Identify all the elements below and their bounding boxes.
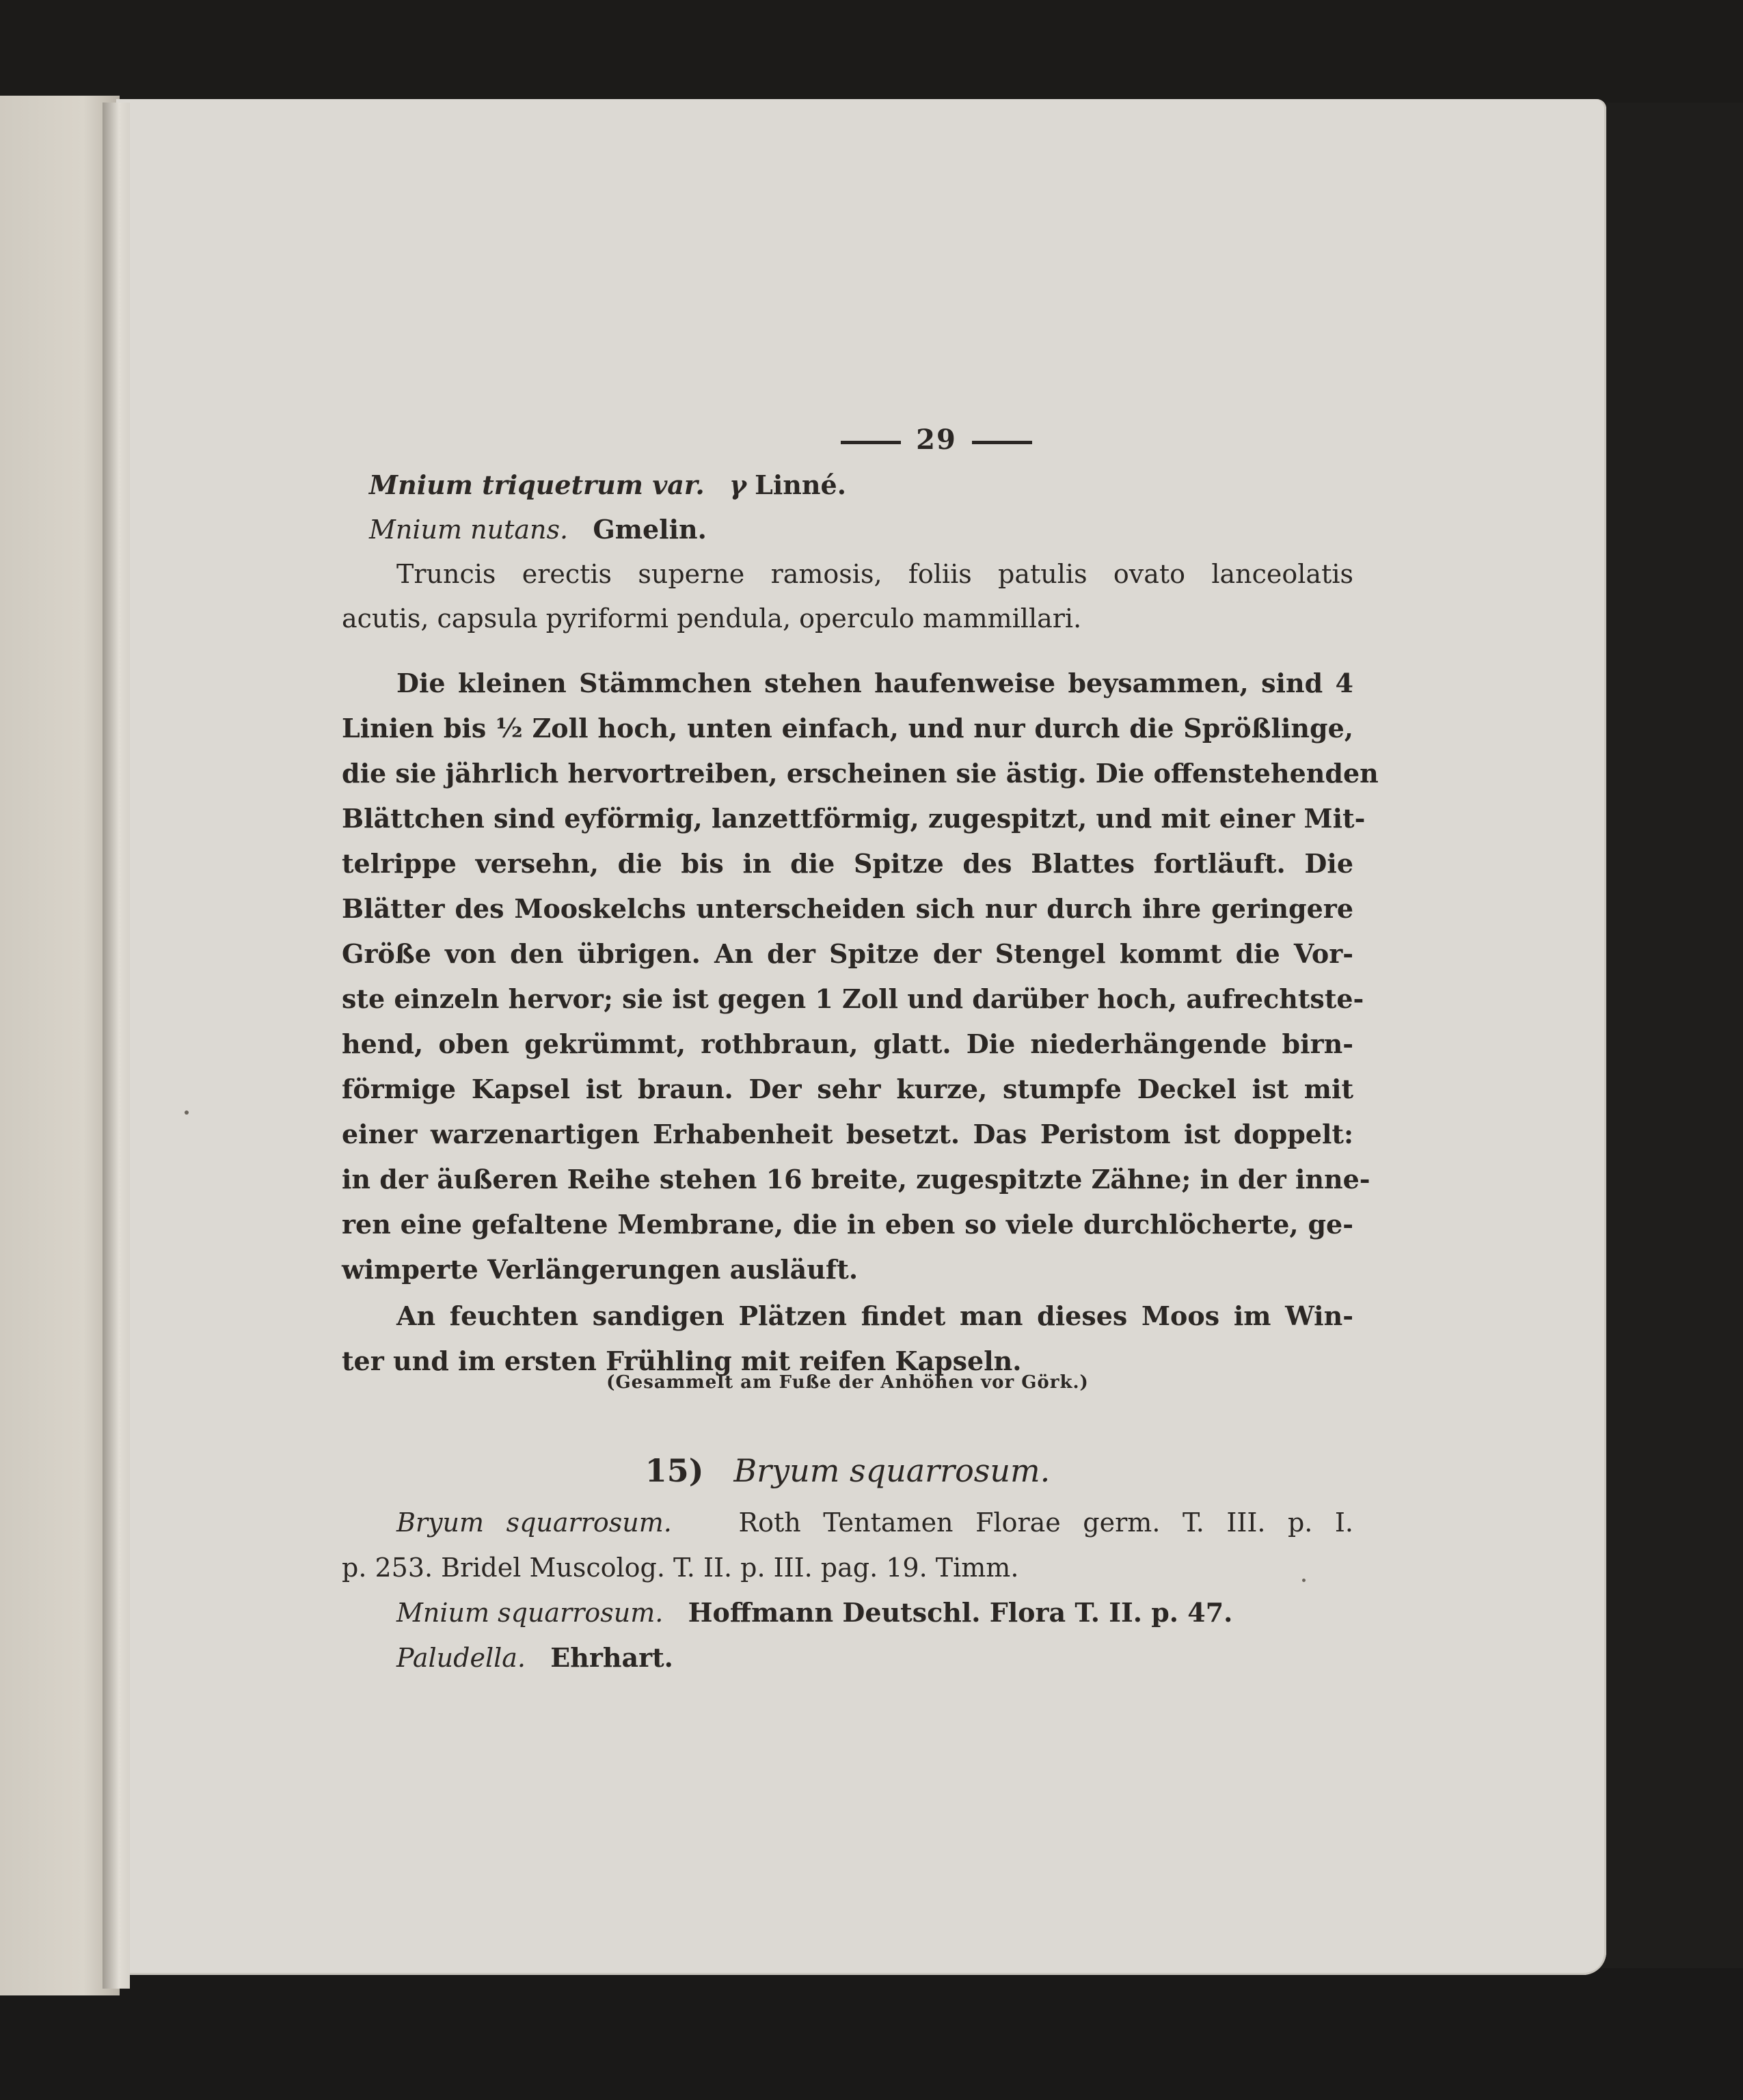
reference-latin: Mnium squarrosum. xyxy=(396,1598,664,1628)
german-description-line: Linien bis ½ Zoll hoch, unten einfach, und nur durch die Sprößlinge, xyxy=(342,713,1353,744)
reference-line xyxy=(342,1637,1353,1678)
habitat-line: An feuchten sandigen Plätzen findet man dieses Moos im Win- xyxy=(396,1300,1353,1331)
synonym-author: Linné. xyxy=(755,469,846,500)
paper-speck xyxy=(185,1110,189,1115)
german-description-line: in der äußeren Reihe stehen 16 breite, zugespitzte Zähne; in der inne- xyxy=(342,1164,1370,1195)
latin-description-line: Truncis erectis superne ramosis, foliis patulis ovato lanceolatis xyxy=(396,559,1353,589)
reference-line xyxy=(342,1547,1353,1588)
latin-description-line: acutis, capsula pyriformi pendula, operculo mammillari. xyxy=(342,603,1082,633)
synonym-line xyxy=(369,465,1381,506)
previous-page-edge xyxy=(0,96,120,1995)
section-number: 15) xyxy=(645,1452,704,1489)
reference-text: Roth Tentamen Florae germ. T. III. p. I. xyxy=(738,1508,1353,1538)
reference-text: Ehrhart. xyxy=(550,1642,673,1673)
reference-text: p. 253. Bridel Muscolog. T. II. p. III. pag. 19. Timm. xyxy=(342,1553,1019,1583)
habitat-line: ter und im ersten Frühling mit reifen Kapseln. xyxy=(342,1346,1022,1376)
german-description-line: einer warzenartigen Erhabenheit besetzt. Das Peristom ist doppelt: xyxy=(342,1119,1353,1149)
book-page xyxy=(116,99,1606,1975)
synonym-line xyxy=(369,509,1381,550)
background-bottom xyxy=(0,1968,1743,2100)
section-title: Bryum squarrosum. xyxy=(733,1452,1051,1489)
german-description-line: hend, oben gekrümmt, rothbraun, glatt. Die niederhängende birn- xyxy=(342,1028,1353,1059)
synonym-author: Gmelin. xyxy=(593,514,707,545)
german-description-line: Blättchen sind eyförmig, lanzettförmig, zugespitzt, und mit einer Mit- xyxy=(342,803,1366,834)
german-description-line: telrippe versehn, die bis in die Spitze des Blattes fortläuft. Die xyxy=(342,848,1353,879)
page-header xyxy=(807,424,1066,456)
german-description-line: Die kleinen Stämmchen stehen haufenweise beysammen, sind 4 xyxy=(396,668,1353,698)
german-description-line: die sie jährlich hervortreiben, erscheinen sie ästig. Die offenstehenden xyxy=(342,758,1379,789)
page-number: 29 xyxy=(916,424,957,456)
header-rule-left xyxy=(841,441,901,444)
synonym-latin: Mnium triquetrum var. xyxy=(369,469,705,500)
header-rule-right xyxy=(972,441,1032,444)
synonym-extra: γ xyxy=(729,469,747,500)
german-description-line: ren eine gefaltene Membrane, die in eben so viele durchlöcherte, ge- xyxy=(342,1209,1353,1240)
reference-line xyxy=(342,1592,1353,1633)
german-description-line: wimperte Verlängerungen ausläuft. xyxy=(342,1254,859,1285)
reference-text: Hoffmann Deutschl. Flora T. II. p. 47. xyxy=(688,1597,1233,1628)
reference-line xyxy=(342,1502,1353,1543)
section-heading xyxy=(342,1449,1353,1492)
german-description-line: Größe von den übrigen. An der Spitze der Stengel kommt die Vor- xyxy=(342,938,1353,969)
collection-note: (Gesammelt am Fuße der Anhöhen vor Görk.) xyxy=(606,1372,1089,1393)
reference-latin: Paludella. xyxy=(396,1643,526,1673)
synonym-latin: Mnium nutans. xyxy=(369,515,569,545)
german-description-line: Blätter des Mooskelchs unterscheiden sich nur durch ihre geringere xyxy=(342,893,1353,924)
background-top xyxy=(0,0,1743,103)
german-description-line: ste einzeln hervor; sie ist gegen 1 Zoll und darüber hoch, aufrechtste- xyxy=(342,983,1364,1014)
paper-speck xyxy=(1302,1579,1306,1582)
book-gutter xyxy=(103,103,130,1989)
german-description-line: förmige Kapsel ist braun. Der sehr kurze, stumpfe Deckel ist mit xyxy=(342,1074,1353,1104)
reference-latin: Bryum squarrosum. xyxy=(396,1508,672,1538)
